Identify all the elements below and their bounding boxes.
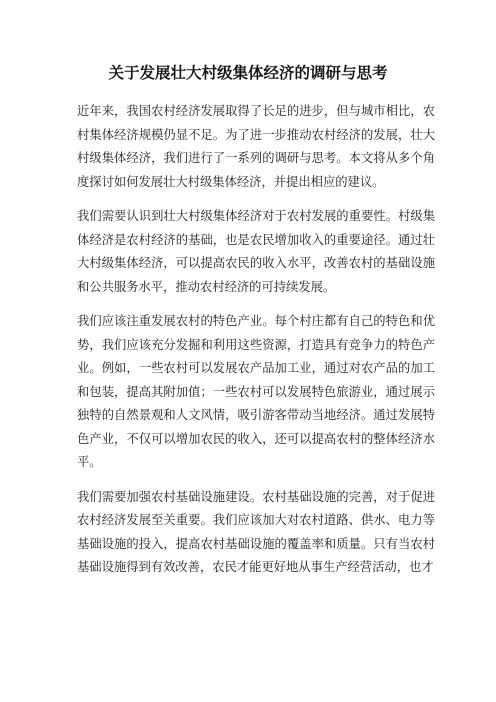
paragraph-4: 我们需要加强农村基础设施建设。农村基础设施的完善，对于促进农村经济发展至关重要。我们应该加大对农村道路、供水、电力等基础设施的投入，提高农村基础设施的覆盖率和质量。只有当农村基础设施得到有效改善，农民才能更好地从事生产经营活动，也才 [77,489,435,574]
document-title: 关于发展壮大村级集体经济的调研与思考 [108,64,388,82]
paragraph-2: 我们需要认识到壮大村级集体经济对于农村发展的重要性。村级集体经济是农村经济的基础，也是农民增加收入的重要途径。通过壮大村级集体经济，可以提高农民的收入水平，改善农村的基础设施和公共服务水平，推动农村经济的可持续发展。 [77,209,435,294]
paragraph-3: 我们应该注重发展农村的特色产业。每个村庄都有自己的特色和优势，我们应该充分发掘和利用这些资源，打造具有竞争力的特色产业。例如，一些农村可以发展农产品加工业，通过对农产品的加工和包装，提高其附加值；一些农村可以发展特色旅游业，通过展示独特的自然景观和人文风情，吸引游客带动当地经济。通过发展特色产业，不仅可以增加农民的收入，还可以提高农村的整体经济水平。 [77,314,435,469]
paragraph-1: 近年来，我国农村经济发展取得了长足的进步，但与城市相比，农村集体经济规模仍显不足。为了进一步推动农村经济的发展，壮大村级集体经济，我们进行了一系列的调研与思考。本文将从多个角度探讨如何发展壮大村级集体经济，并提出相应的建议。 [77,104,435,189]
document-body [77,100,435,591]
